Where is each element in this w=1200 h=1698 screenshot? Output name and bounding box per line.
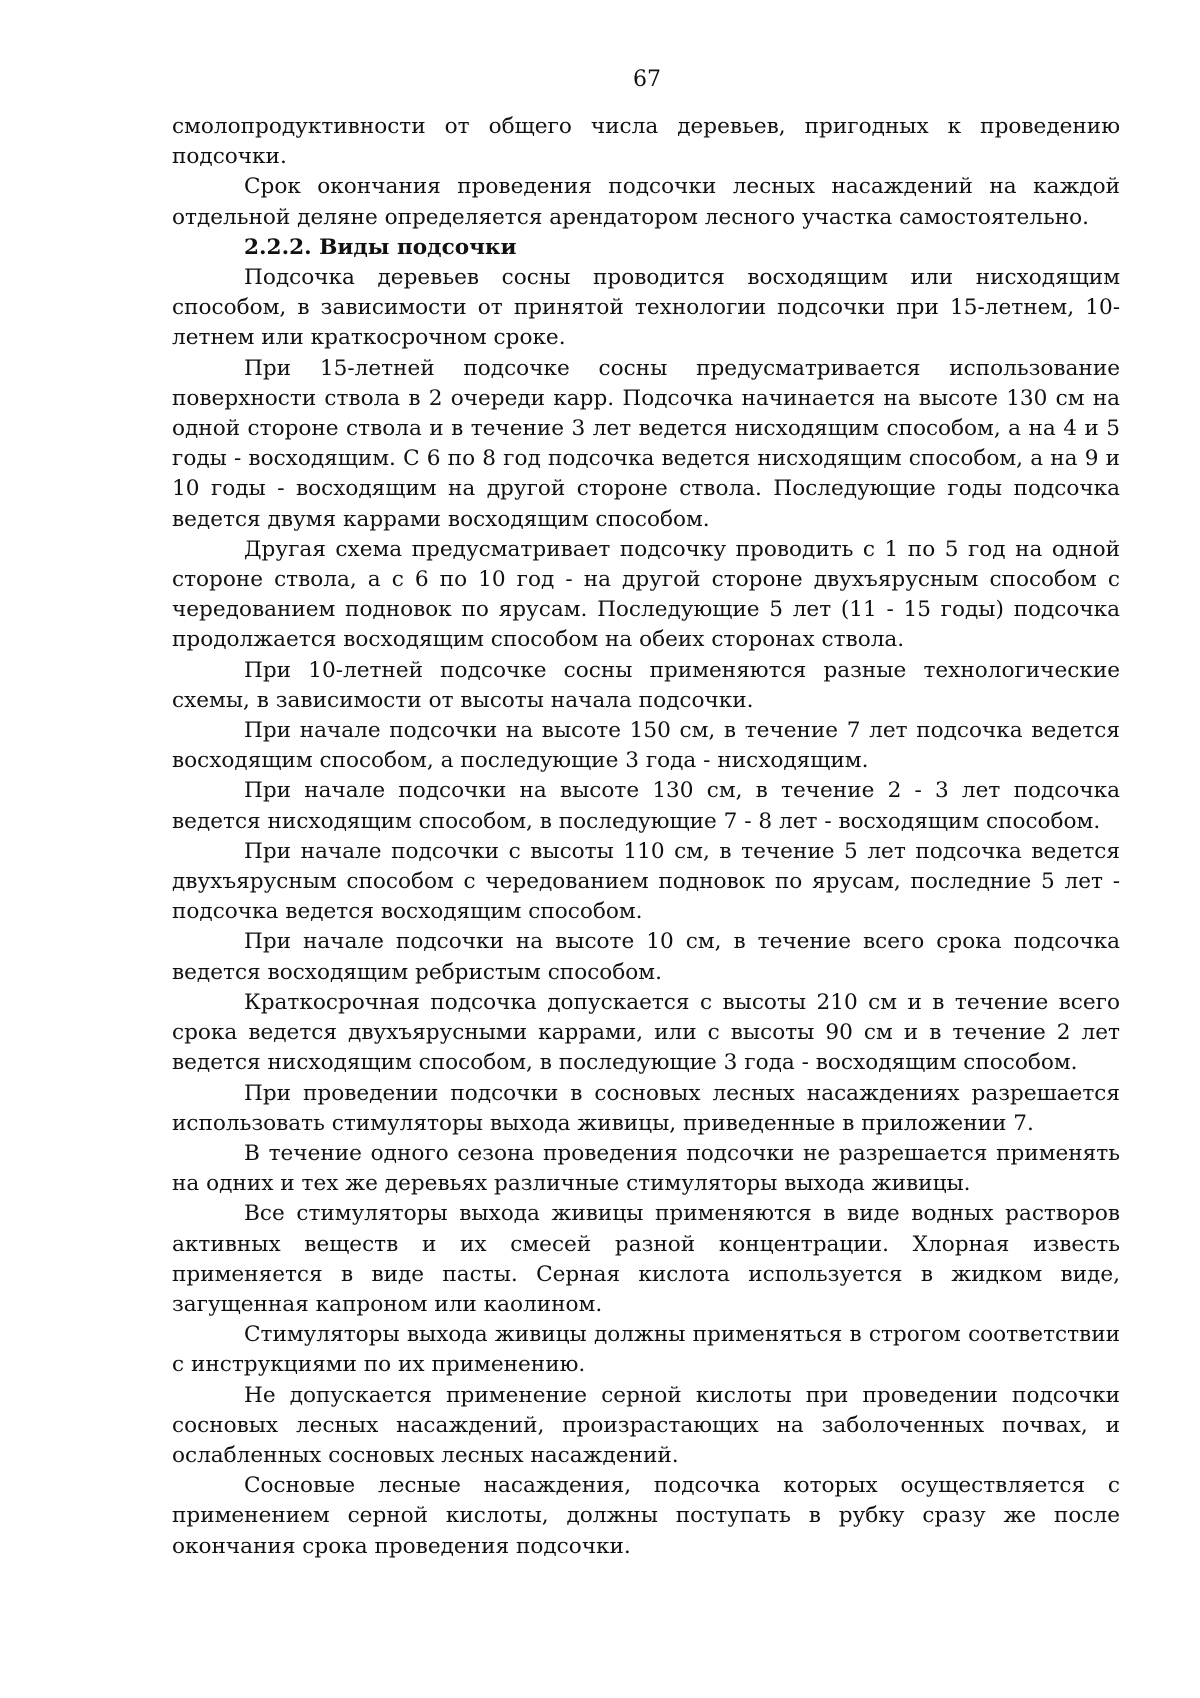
paragraph: При проведении подсочки в сосновых лесных насаждениях разрешается использовать стимуляторы выхода живицы, приведенные в приложении 7. xyxy=(172,1080,1120,1136)
paragraph: Стимуляторы выхода живицы должны применяться в строгом соответствии с инструкциями по их применению. xyxy=(172,1322,1120,1378)
paragraph: Сосновые лесные насаждения, подсочка которых осуществляется с применением серной кислоты, должны поступать в рубку сразу же после окончания срока проведения подсочки. xyxy=(172,1473,1120,1559)
paragraph: Не допускается применение серной кислоты при проведении подсочки сосновых лесных насаждений, произрастающих на заболоченных почвах, и ослабленных сосновых лесных насаждений. xyxy=(172,1382,1120,1468)
paragraph: При 15-летней подсочке сосны предусматривается использование поверхности ствола в 2 очереди карр. Подсочка начинается на высоте 130 см на одной стороне ствола и в течение 3 лет ведется нисходящим способом, а на 4 и 5 годы - восходящим. С 6 по 8 год подсочка ведется нисходящим способом, а на 9 и 10 годы - восходящим на другой стороне ствола. Последующие годы подсочка ведется двумя каррами восходящим способом. xyxy=(172,355,1120,532)
page-number: 67 xyxy=(633,67,661,92)
section-heading: 2.2.2. Виды подсочки xyxy=(244,234,517,260)
paragraph: В течение одного сезона проведения подсочки не разрешается применять на одних и тех же деревьях различные стимуляторы выхода живицы. xyxy=(172,1140,1120,1197)
paragraph: Подсочка деревьев сосны проводится восходящим или нисходящим способом, в зависимости от принятой технологии подсочки при 15-летнем, 10-летнем или краткосрочном сроке. xyxy=(172,265,1120,351)
paragraph: При 10-летней подсочке сосны применяются разные технологические схемы, в зависимости от высоты начала подсочки. xyxy=(172,657,1120,713)
paragraph: Другая схема предусматривает подсочку проводить с 1 по 5 год на одной стороне ствола, а с 6 по 10 год - на другой стороне двухъярусным способом с чередованием подновок по ярусам. Последующие 5 лет (11 - 15 годы) подсочка продолжается восходящим способом на обеих сторонах ствола. xyxy=(172,536,1120,653)
paragraph: смолопродуктивности от общего числа деревьев, пригодных к проведению подсочки. xyxy=(172,114,1120,170)
paragraph: При начале подсочки с высоты 110 см, в течение 5 лет подсочка ведется двухъярусным способом с чередованием подновок по ярусам, последние 5 лет - подсочка ведется восходящим способом. xyxy=(172,838,1120,925)
paragraph: Срок окончания проведения подсочки лесных насаждений на каждой отдельной деляне определяется арендатором лесного участка самостоятельно. xyxy=(172,174,1120,230)
paragraph: При начале подсочки на высоте 130 см, в течение 2 - 3 лет подсочка ведется нисходящим способом, в последующие 7 - 8 лет - восходящим способом. xyxy=(172,778,1120,834)
paragraph: Все стимуляторы выхода живицы применяются в виде водных растворов активных веществ и их смесей разной концентрации. Хлорная известь применяется в виде пасты. Серная кислота используется в жидком виде, загущенная капроном или каолином. xyxy=(172,1201,1120,1317)
document-body xyxy=(172,112,1120,1562)
paragraph: При начале подсочки на высоте 10 см, в течение всего срока подсочка ведется восходящим ребристым способом. xyxy=(172,929,1120,985)
paragraph: Краткосрочная подсочка допускается с высоты 210 см и в течение всего срока ведется двухъярусными каррами, или с высоты 90 см и в течение 2 лет ведется нисходящим способом, в последующие 3 года - восходящим способом. xyxy=(172,989,1120,1076)
paragraph: При начале подсочки на высоте 150 см, в течение 7 лет подсочка ведется восходящим способом, а последующие 3 года - нисходящим. xyxy=(172,718,1120,774)
